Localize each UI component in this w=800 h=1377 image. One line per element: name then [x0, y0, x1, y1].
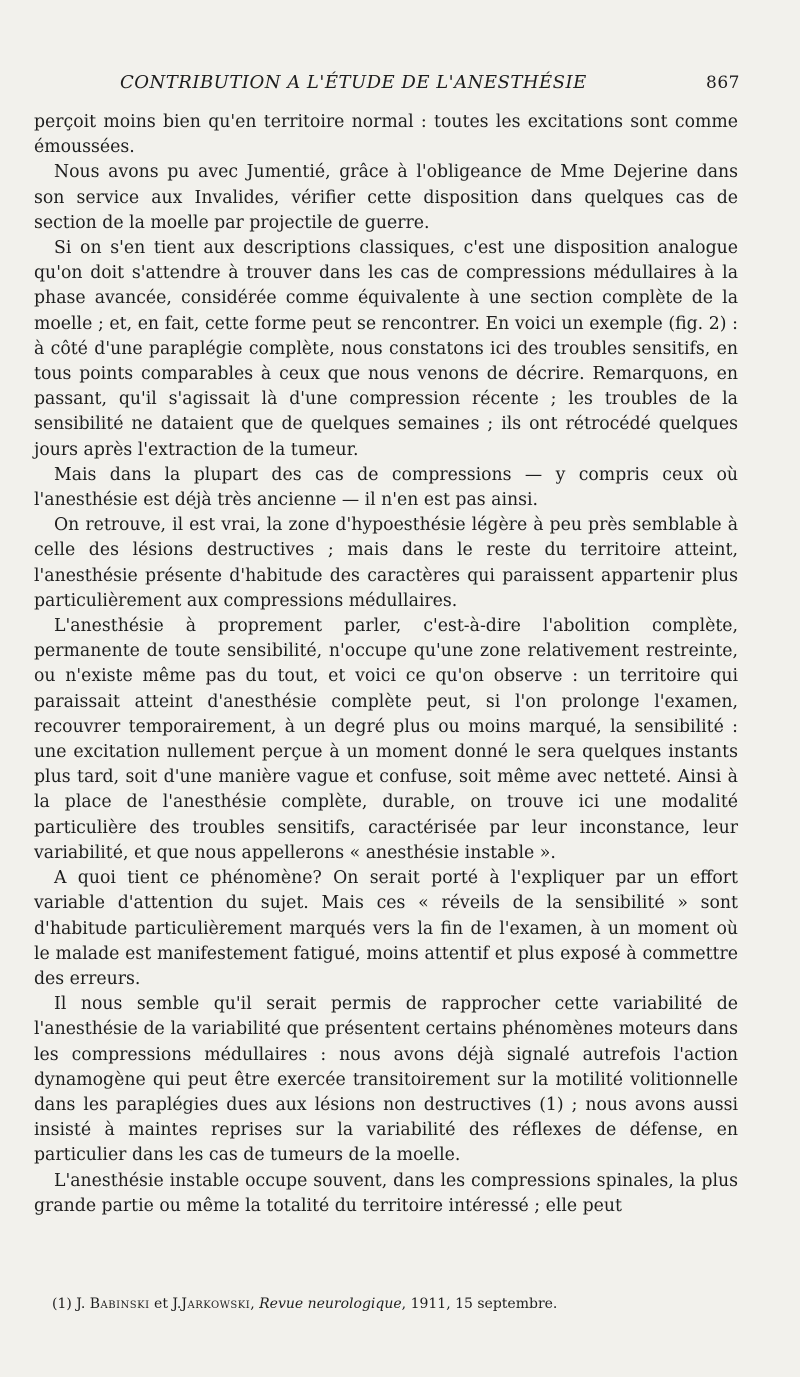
running-title: CONTRIBUTION A L'ÉTUDE DE L'ANESTHÉSIE	[120, 72, 587, 93]
footnote-details: , 1911, 15 septembre.	[401, 1296, 558, 1312]
footnote-conjunction: et	[154, 1296, 168, 1312]
paragraph: Mais dans la plupart des cas de compressions — y compris ceux où l'anesthésie est déjà très ancienne — il n'en est pas ainsi.	[34, 464, 738, 511]
footnote-initial: J.	[172, 1296, 182, 1312]
page-number: 867	[706, 73, 740, 93]
paragraph: A quoi tient ce phénomène? On serait porté à l'expliquer par un effort variable d'attention du sujet. Mais ces « réveils de la sensibilité » sont d'habitude particulièrement marqués vers la fin de l'examen, à un moment où le malade est manifestement fatigué, moins attentif et plus exposé à commettre des erreurs.	[34, 868, 738, 989]
paragraph: perçoit moins bien qu'en territoire normal : toutes les excitations sont comme émoussées.	[34, 112, 738, 158]
footnote-author: Jarkowski	[181, 1296, 251, 1312]
footnote-author: Babinski	[89, 1296, 150, 1312]
paragraph: L'anesthésie à proprement parler, c'est-à-dire l'abolition complète, permanente de toute sensibilité, n'occupe qu'une zone relativement restreinte, ou n'existe même pas du tout, et voici ce qu'on observe : un territoire qui paraissait atteint d'anesthésie complète peut, si l'on prolonge l'examen, recouvrer temporairement, à un degré plus ou moins marqué, la sensibilité : une excitation nullement perçue à un moment donné le sera quelques instants plus tard, soit d'une manière vague et confuse, soit même avec netteté. Ainsi à la place de l'anesthésie complète, durable, on trouve ici une modalité particulière des troubles sensitifs, caractérisée par leur inconstance, leur variabilité, et que nous appellerons « anesthésie instable ».	[34, 616, 738, 863]
paragraph: Il nous semble qu'il serait permis de rapprocher cette variabilité de l'anesthésie de la variabilité que présentent certains phénomènes moteurs dans les compressions médullaires : nous avons déjà signalé autrefois l'action dynamogène qui peut être exercée transitoirement sur la motilité volitionnelle dans les paraplégies dues aux lésions non destructives (1) ; nous avons aussi insisté à maintes reprises sur la variabilité des réflexes de défense, en particulier dans les cas de tumeurs de la moelle.	[34, 994, 738, 1166]
footnote-marker: (1)	[52, 1296, 72, 1312]
body-text	[34, 110, 738, 1219]
footnote-initial: J.	[76, 1296, 86, 1312]
running-header	[120, 72, 740, 93]
paragraph: Si on s'en tient aux descriptions classiques, c'est une disposition analogue qu'on doit s'attendre à trouver dans les cas de compressions médullaires à la phase avancée, considérée comme équivalente à une section complète de la moelle ; et, en fait, cette forme peut se rencontrer. En voici un exemple (fig. 2) : à côté d'une paraplégie complète, nous constatons ici des troubles sensitifs, en tous points comparables à ceux que nous venons de décrire. Remarquons, en passant, qu'il s'agissait là d'une compression récente ; les troubles de la sensibilité ne dataient que de quelques semaines ; ils ont rétrocédé quelques jours après l'extraction de la tumeur.	[34, 238, 738, 460]
paragraph: Nous avons pu avec Jumentié, grâce à l'obligeance de Mme Dejerine dans son service aux Invalides, vérifier cette disposition dans quelques cas de section de la moelle par projectile de guerre.	[34, 162, 738, 233]
footnote: (1) J. Babinski et J.Jarkowski, Revue neurologique, 1911, 15 septembre.	[52, 1296, 558, 1312]
footnote-journal: Revue neurologique	[259, 1296, 402, 1312]
paragraph: L'anesthésie instable occupe souvent, dans les compressions spinales, la plus grande partie ou même la totalité du territoire intéressé ; elle peut	[34, 1170, 738, 1216]
paragraph: On retrouve, il est vrai, la zone d'hypoesthésie légère à peu près semblable à celle des lésions destructives ; mais dans le reste du territoire atteint, l'anesthésie présente d'habitude des caractères qui paraissent appartenir plus particulièrement aux compressions médullaires.	[34, 515, 738, 611]
